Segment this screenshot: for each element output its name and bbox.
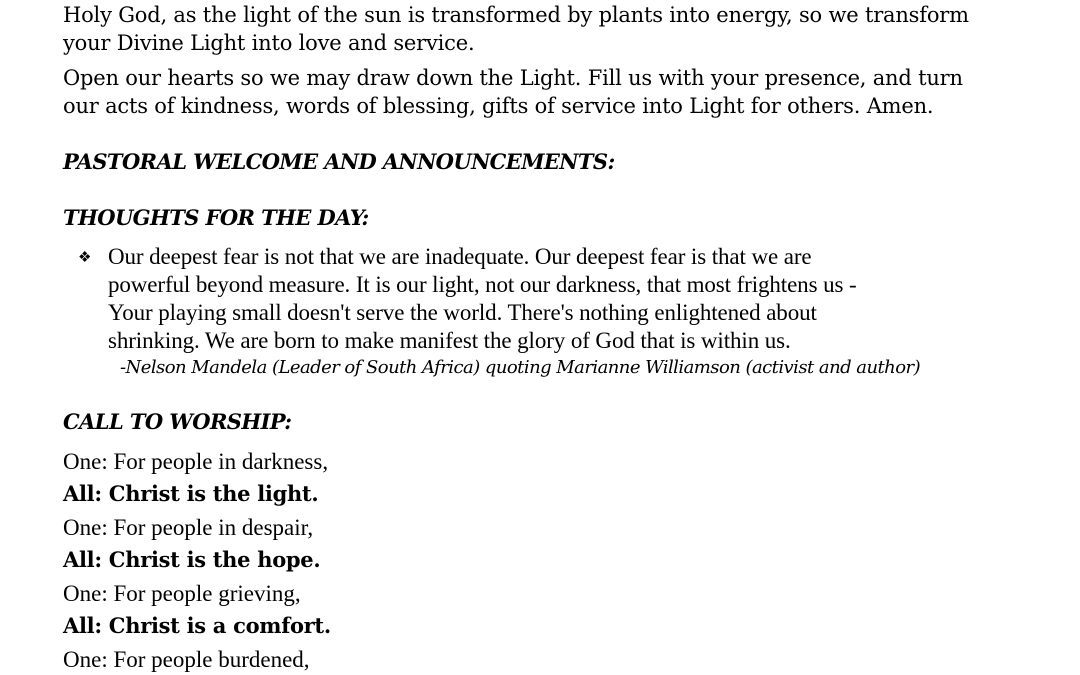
prayer-line-3: Open our hearts so we may draw down the Light. Fill us with your presence, and turn [63, 66, 963, 90]
litany-one-1: One: For people in darkness, [63, 449, 329, 474]
quote-line-3: Your playing small doesn't serve the world. There's nothing enlightened about [108, 300, 817, 325]
prayer-line-4: our acts of kindness, words of blessing, gifts of service into Light for others. Amen. [63, 94, 934, 118]
litany-one-3: One: For people grieving, [63, 581, 301, 606]
litany-all-3: All: Christ is a comfort. [63, 613, 331, 638]
heading-thoughts-for-the-day: THOUGHTS FOR THE DAY: [63, 205, 369, 230]
litany-one-4: One: For people burdened, [63, 647, 310, 672]
quote-attribution: -Nelson Mandela (Leader of South Africa) quoting Marianne Williamson (activist and author) [120, 357, 921, 378]
heading-call-to-worship: CALL TO WORSHIP: [63, 409, 292, 434]
litany-one-2: One: For people in despair, [63, 515, 314, 540]
prayer-line-1: Holy God, as the light of the sun is transformed by plants into energy, so we transform [63, 3, 969, 27]
quote-line-2: powerful beyond measure. It is our light, not our darkness, that most frightens us - [108, 272, 857, 297]
diamond-bullet-icon: ❖ [78, 248, 92, 266]
prayer-line-2: your Divine Light into love and service. [63, 31, 475, 55]
litany-all-1: All: Christ is the light. [63, 481, 319, 506]
quote-line-1: Our deepest fear is not that we are inadequate. Our deepest fear is that we are [108, 244, 812, 269]
litany-all-2: All: Christ is the hope. [63, 547, 321, 572]
quote-line-4: shrinking. We are born to make manifest the glory of God that is within us. [108, 328, 791, 353]
heading-pastoral-welcome: PASTORAL WELCOME AND ANNOUNCEMENTS: [63, 149, 615, 174]
